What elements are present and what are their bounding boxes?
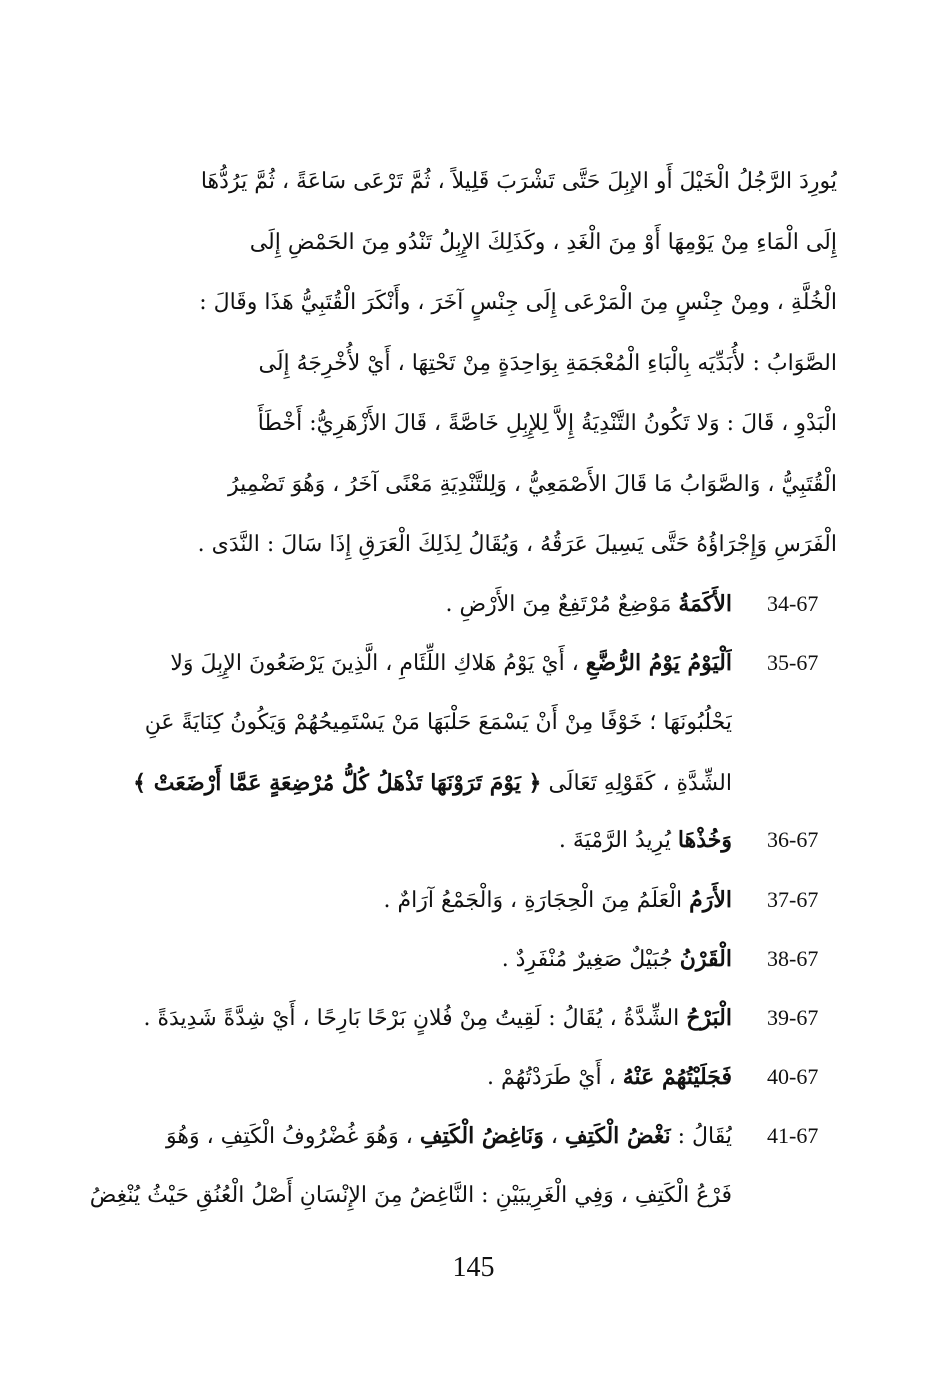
entry-text: الشِّدَّةُ ، يُقَالُ : لَقِيتُ مِنْ فُلانٍ بَرْحًا بَارِحًا ، أَيْ شِدَّةً شَدِيدَةً . xyxy=(143,1006,687,1031)
text-line: الْخُلَّةِ ، ومِنْ جِنْسٍ مِنَ الْمَرْعَى إِلَى جِنْسٍ آخَرَ ، وأَنْكَرَ الْقُتَبِيُّ هَذَا وقَالَ : xyxy=(199,290,837,315)
text-line: الْبَدْوِ ، قَالَ : وَلا تَكُونُ التَّنْدِيَةُ إِلاَّ لِلإِبِلِ خَاصَّةً ، قَالَ الأَزْهَرِيُّ: أَخْطَأَ xyxy=(257,411,837,436)
entry-39-67 xyxy=(80,988,837,1048)
entry-number: 36-67 xyxy=(767,827,819,852)
entry-text: الشِّدَّةِ ، كَقَوْلِهِ تَعَالَى xyxy=(548,771,732,796)
entry-body xyxy=(80,633,732,694)
entry-text: يُقَالُ : xyxy=(670,1124,732,1149)
entry-41-67 xyxy=(80,1106,837,1166)
entry-text: ، وَهُوَ غُضْرُوفُ الْكَتِفِ ، وَهُوَ xyxy=(166,1124,420,1149)
entry-term: وَخُذْهَا xyxy=(677,827,732,853)
entry-35-67 xyxy=(80,633,837,693)
entry-term: الأَكَمَةُ xyxy=(678,591,732,617)
entry-41-continuation-line: فَرْعُ الْكَتِفِ ، وَفِي الْغَرِيبَيْنِ : النَّاغِضُ مِنَ الإِنْسَانِ أَصْلُ الْعُنُقِ حَيْثُ يُنْغِضُ xyxy=(89,1183,732,1208)
entry-35-continuation-line: يَحْلُبُونَهَا ؛ خَوْفًا مِنْ أَنْ يَسْمَعَ حَلْبَهَا مَنْ يَسْتَمِيحُهُمْ وَيَكُونُ كِنَايَةً عَنِ xyxy=(144,710,732,735)
text-line: إِلَى الْمَاءِ مِنْ يَوْمِهَا أَوْ مِنَ الْغَدِ ، وكَذَلِكَ الإِبِلُ تَنْدُو مِنَ الحَمْضِ إِلَى xyxy=(249,229,837,255)
entry-38-67 xyxy=(80,929,837,989)
entry-number: 40-67 xyxy=(767,1064,819,1089)
entry-text: جُبَيْلٌ صَغِيرٌ مُنْفَرِدٌ . xyxy=(501,947,680,972)
page-number: 145 xyxy=(452,1252,495,1283)
top-paragraph xyxy=(80,152,837,576)
text-line: الْفَرَسِ وَإِجْرَاؤُهُ حَتَّى يَسِيلَ عَرَقُهُ ، وَيُقَالُ لِذَلِكَ الْعَرَقِ إِذَا سَالَ : النَّدَى . xyxy=(197,532,837,557)
quran-quote: ﴿ يَوْمَ تَرَوْنَهَا تَذْهَلُ كُلُّ مُرْضِعَةٍ عَمَّا أَرْضَعَتْ ﴾ xyxy=(133,770,542,796)
entry-body xyxy=(80,870,732,931)
entry-number: 35-67 xyxy=(767,650,819,675)
entry-text: مَوْضِعٌ مُرْتَفِعٌ مِنَ الأَرْضِ . xyxy=(445,592,679,617)
entry-body xyxy=(80,574,732,635)
entry-number: 38-67 xyxy=(767,946,819,971)
entry-34-67 xyxy=(80,574,837,634)
entry-40-67 xyxy=(80,1047,837,1107)
entry-number: 34-67 xyxy=(767,591,819,616)
entry-term: الْبَرْحُ xyxy=(686,1005,732,1031)
entry-36-67 xyxy=(80,810,837,870)
text-line: الصَّوَابُ : لأُبَدِّيَه بِالْبَاءِ الْمُعْجَمَةِ بِوَاحِدَةٍ مِنْ تَحْتِهَا ، أَيْ لأُخْرِجَهُ إِلَى xyxy=(258,350,837,376)
entry-number: 39-67 xyxy=(767,1005,819,1030)
entry-term: نَغْضُ الْكَتِفِ xyxy=(564,1123,671,1149)
entry-body xyxy=(80,929,732,990)
entry-term: اَلْيَوْمُ يَوْمُ الرُّضَّعِ xyxy=(585,650,732,676)
entry-number: 37-67 xyxy=(767,887,819,912)
entry-text: يُرِيدُ الرَّمْيَةَ . xyxy=(558,828,678,853)
entry-35-quran-line xyxy=(80,753,732,814)
entry-term: فَجَلَيْتُهُمْ عَنْهُ xyxy=(622,1064,732,1090)
entry-body xyxy=(80,988,732,1049)
entry-text: ، xyxy=(543,1124,565,1149)
entry-body xyxy=(80,810,732,871)
text-line: الْقُتَبِيُّ ، وَالصَّوَابُ مَا قَالَ الأَصْمَعِيُّ ، وَلِلتَّنْدِيَةِ مَعْنًى آخَرُ ، وَهُوَ تَضْمِيرُ xyxy=(227,471,837,497)
entry-text: ، أَيْ طَرَدْتُهُمْ . xyxy=(486,1065,623,1090)
entry-37-67 xyxy=(80,870,837,930)
entry-term: الْقَرْنُ xyxy=(679,946,732,972)
entry-term: الأَرَمُ xyxy=(689,887,732,913)
entry-text: ، أَيْ يَوْمُ هَلاكِ اللِّئَامِ ، الَّذِينَ يَرْضَعُونَ الإِبِلَ وَلا xyxy=(170,651,586,676)
entry-number: 41-67 xyxy=(767,1123,819,1148)
entry-body xyxy=(80,1106,732,1167)
entry-text: الْعَلَمُ مِنَ الْحِجَارَةِ ، وَالْجَمْعُ آرَامٌ . xyxy=(383,888,690,913)
text-line: يُورِدَ الرَّجُلُ الْخَيْلَ أَو الإبِلَ حَتَّى تَشْرَبَ قَلِيلاً ، ثُمَّ تَرْعَى سَاعَةً ، ثُمَّ يَرُدُّهَا xyxy=(200,169,837,194)
entry-body xyxy=(80,1047,732,1108)
entry-term: وَنَاغِضُ الْكَتِفِ xyxy=(419,1123,544,1149)
